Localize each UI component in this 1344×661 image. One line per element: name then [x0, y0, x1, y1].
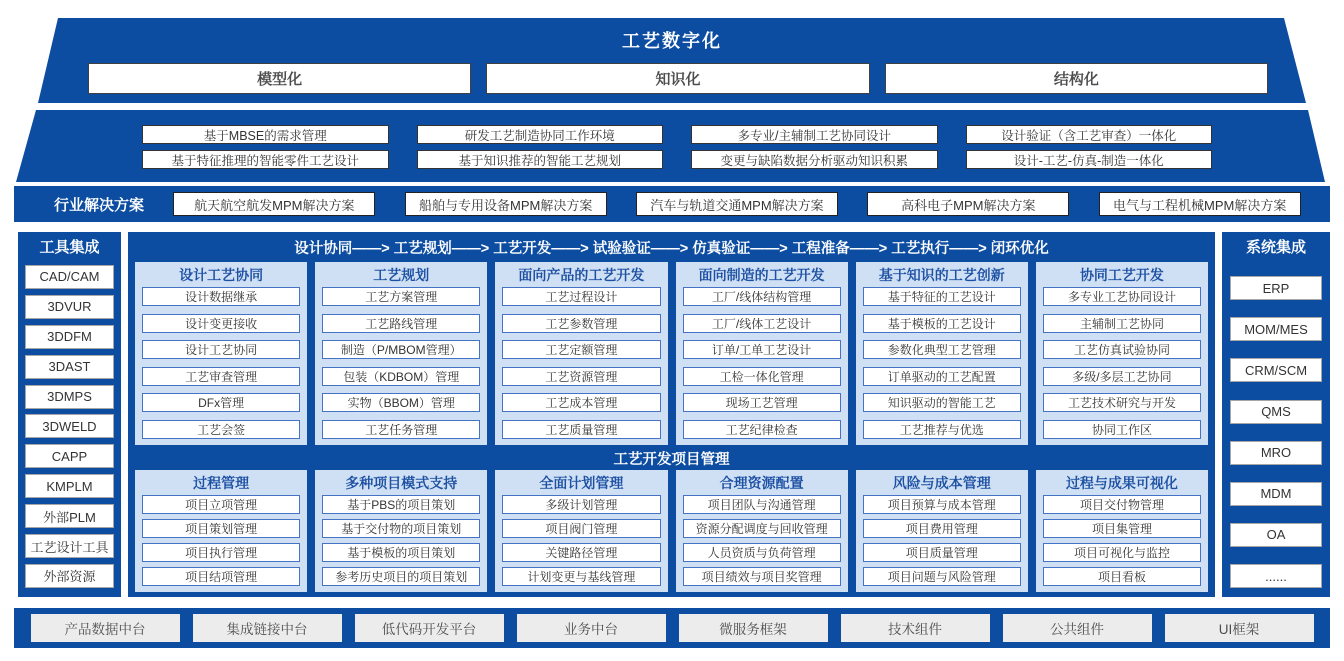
- system-integration-item: QMS: [1230, 400, 1323, 424]
- module-box: 工艺仿真试验协同: [1043, 340, 1201, 359]
- tool-integration-item: 外部资源: [25, 564, 114, 588]
- module-box: 多级/多层工艺协同: [1043, 367, 1201, 386]
- panel-risk-cost-management: [856, 470, 1028, 592]
- module-box: 工艺任务管理: [322, 420, 480, 439]
- platform-box: 微服务框架: [679, 614, 828, 642]
- panel-title: 基于知识的工艺创新: [878, 267, 1005, 283]
- project-management-title: 工艺开发项目管理: [613, 452, 730, 468]
- module-box: 知识驱动的智能工艺: [863, 393, 1021, 412]
- tool-integration-item: 3DAST: [25, 355, 114, 379]
- panel-title: 风险与成本管理: [892, 475, 991, 491]
- panel-resource-allocation: [676, 470, 848, 592]
- panel-items: [322, 287, 480, 439]
- module-box: 项目策划管理: [142, 519, 300, 538]
- system-integration-item: OA: [1230, 523, 1323, 547]
- system-integration-item: MDM: [1230, 482, 1323, 506]
- platform-box: UI框架: [1165, 614, 1314, 642]
- capability-box: 基于特征推理的智能零件工艺设计: [142, 150, 389, 169]
- panel-product-oriented-development: [495, 262, 667, 445]
- module-box: 实物（BBOM）管理: [322, 393, 480, 412]
- module-box: 工厂/线体结构管理: [683, 287, 841, 306]
- tool-integration-item: 3DVUR: [25, 295, 114, 319]
- module-box: 项目结项管理: [142, 567, 300, 586]
- pillar-row: [88, 63, 1268, 94]
- panel-design-process-collaboration: [135, 262, 307, 445]
- module-box: 工艺路线管理: [322, 314, 480, 333]
- module-box: 参考历史项目的项目策划: [322, 567, 480, 586]
- module-box: 设计变更接收: [142, 314, 300, 333]
- system-integration-item: MOM/MES: [1230, 317, 1323, 341]
- lower-panel-row: [135, 470, 1208, 592]
- module-box: 项目看板: [1043, 567, 1201, 586]
- main-panel: [128, 232, 1215, 597]
- tool-integration-item: CAD/CAM: [25, 265, 114, 289]
- module-box: 工艺参数管理: [502, 314, 660, 333]
- module-box: DFx管理: [142, 393, 300, 412]
- module-box: 制造（P/MBOM管理）: [322, 340, 480, 359]
- page-title: 工艺数字化: [622, 31, 722, 51]
- process-flow-text: 设计协同——> 工艺规划——> 工艺开发——> 试验验证——> 仿真验证——> 工程准备——> 工艺执行——> 闭环优化: [294, 241, 1049, 257]
- module-box: 工艺技术研究与开发: [1043, 393, 1201, 412]
- pillar-box: 结构化: [885, 63, 1268, 94]
- module-box: 项目绩效与项目奖管理: [683, 567, 841, 586]
- panel-title: 设计工艺协同: [179, 267, 264, 283]
- panel-items: [142, 495, 300, 586]
- module-box: 项目执行管理: [142, 543, 300, 562]
- system-integration-item: MRO: [1230, 441, 1323, 465]
- module-box: 项目质量管理: [863, 543, 1021, 562]
- platform-bar: [14, 608, 1330, 648]
- platform-box: 集成链接中台: [193, 614, 342, 642]
- tool-integration-item: 3DMPS: [25, 385, 114, 409]
- module-box: 基于交付物的项目策划: [322, 519, 480, 538]
- panel-process-planning: [315, 262, 487, 445]
- industry-solution-box: 电气与工程机械MPM解决方案: [1099, 192, 1301, 216]
- industry-solution-box: 汽车与轨道交通MPM解决方案: [636, 192, 838, 216]
- module-box: 工艺审查管理: [142, 367, 300, 386]
- module-box: 项目问题与风险管理: [863, 567, 1021, 586]
- capability-grid: [142, 125, 1212, 169]
- panel-manufacturing-oriented-development: [676, 262, 848, 445]
- panel-title: 过程管理: [193, 475, 250, 491]
- panel-process-management: [135, 470, 307, 592]
- module-box: 人员资质与负荷管理: [683, 543, 841, 562]
- panel-process-visualization: [1036, 470, 1208, 592]
- system-integration-item: CRM/SCM: [1230, 358, 1323, 382]
- panel-title: 合理资源配置: [719, 475, 804, 491]
- capability-box: 研发工艺制造协同工作环境: [417, 125, 664, 144]
- module-box: 工艺成本管理: [502, 393, 660, 412]
- capability-box: 设计验证（含工艺审查）一体化: [966, 125, 1213, 144]
- module-box: 工厂/线体工艺设计: [683, 314, 841, 333]
- tool-integration-sidebar: [18, 232, 121, 597]
- module-box: 多级计划管理: [502, 495, 660, 514]
- module-box: 项目立项管理: [142, 495, 300, 514]
- upper-panel-row: [135, 262, 1208, 445]
- module-box: 工艺方案管理: [322, 287, 480, 306]
- module-box: 项目团队与沟通管理: [683, 495, 841, 514]
- platform-box: 产品数据中台: [31, 614, 180, 642]
- system-integration-item: ......: [1230, 564, 1323, 588]
- tool-integration-item: 工艺设计工具: [25, 534, 114, 558]
- module-box: 工艺推荐与优选: [863, 420, 1021, 439]
- industry-solutions-band: [14, 186, 1330, 222]
- module-box: 工艺过程设计: [502, 287, 660, 306]
- module-box: 计划变更与基线管理: [502, 567, 660, 586]
- module-box: 项目可视化与监控: [1043, 543, 1201, 562]
- panel-title: 协同工艺开发: [1079, 267, 1164, 283]
- module-box: 工艺定额管理: [502, 340, 660, 359]
- tool-integration-item: 3DWELD: [25, 414, 114, 438]
- panel-items: [322, 495, 480, 586]
- panel-items: [863, 495, 1021, 586]
- tool-integration-item: CAPP: [25, 444, 114, 468]
- panel-title: 多种项目模式支持: [345, 475, 458, 491]
- tool-integration-item: KMPLM: [25, 474, 114, 498]
- module-box: 工艺资源管理: [502, 367, 660, 386]
- panel-items: [1043, 495, 1201, 586]
- panel-knowledge-based-innovation: [856, 262, 1028, 445]
- panel-project-modes: [315, 470, 487, 592]
- platform-box: 技术组件: [841, 614, 990, 642]
- platform-box: 低代码开发平台: [355, 614, 504, 642]
- panel-items: [142, 287, 300, 439]
- pillar-box: 模型化: [88, 63, 471, 94]
- module-box: 项目阀门管理: [502, 519, 660, 538]
- module-box: 工检一体化管理: [683, 367, 841, 386]
- system-integration-title: 系统集成: [1245, 239, 1306, 256]
- module-box: 项目集管理: [1043, 519, 1201, 538]
- module-box: 包装（KDBOM）管理: [322, 367, 480, 386]
- module-box: 基于特征的工艺设计: [863, 287, 1021, 306]
- module-box: 项目交付物管理: [1043, 495, 1201, 514]
- industry-solutions-label: 行业解决方案: [54, 196, 145, 214]
- module-box: 多专业工艺协同设计: [1043, 287, 1201, 306]
- panel-items: [863, 287, 1021, 439]
- pillar-box: 知识化: [486, 63, 869, 94]
- panel-items: [502, 287, 660, 439]
- module-box: 资源分配调度与回收管理: [683, 519, 841, 538]
- module-box: 设计工艺协同: [142, 340, 300, 359]
- module-box: 工艺质量管理: [502, 420, 660, 439]
- module-box: 基于模板的工艺设计: [863, 314, 1021, 333]
- module-box: 订单驱动的工艺配置: [863, 367, 1021, 386]
- panel-items: [1043, 287, 1201, 439]
- panel-title: 面向制造的工艺开发: [698, 267, 825, 283]
- module-box: 项目预算与成本管理: [863, 495, 1021, 514]
- platform-box: 业务中台: [517, 614, 666, 642]
- module-box: 订单/工单工艺设计: [683, 340, 841, 359]
- capability-box: 设计-工艺-仿真-制造一体化: [966, 150, 1213, 169]
- industry-solution-box: 船舶与专用设备MPM解决方案: [405, 192, 607, 216]
- panel-items: [683, 495, 841, 586]
- module-box: 基于模板的项目策划: [322, 543, 480, 562]
- industry-solution-box: 航天航空航发MPM解决方案: [173, 192, 375, 216]
- capability-box: 基于知识推荐的智能工艺规划: [417, 150, 664, 169]
- tool-integration-item: 3DDFM: [25, 325, 114, 349]
- module-box: 参数化典型工艺管理: [863, 340, 1021, 359]
- platform-box: 公共组件: [1003, 614, 1152, 642]
- module-box: 设计数据继承: [142, 287, 300, 306]
- module-box: 工艺纪律检查: [683, 420, 841, 439]
- module-box: 工艺会签: [142, 420, 300, 439]
- tool-integration-title: 工具集成: [39, 239, 100, 256]
- panel-collaborative-development: [1036, 262, 1208, 445]
- panel-title: 过程与成果可视化: [1065, 475, 1178, 491]
- panel-plan-management: [495, 470, 667, 592]
- module-box: 主辅制工艺协同: [1043, 314, 1201, 333]
- industry-solution-box: 高科电子MPM解决方案: [867, 192, 1069, 216]
- tool-integration-item: 外部PLM: [25, 504, 114, 528]
- capability-box: 变更与缺陷数据分析驱动知识积累: [691, 150, 938, 169]
- panel-title: 面向产品的工艺开发: [518, 267, 645, 283]
- panel-items: [502, 495, 660, 586]
- module-box: 协同工作区: [1043, 420, 1201, 439]
- module-box: 关键路径管理: [502, 543, 660, 562]
- module-box: 项目费用管理: [863, 519, 1021, 538]
- module-box: 基于PBS的项目策划: [322, 495, 480, 514]
- industry-solutions-row: [144, 192, 1330, 216]
- system-integration-sidebar: [1222, 232, 1330, 597]
- panel-items: [683, 287, 841, 439]
- panel-title: 工艺规划: [373, 267, 430, 283]
- module-box: 现场工艺管理: [683, 393, 841, 412]
- panel-title: 全面计划管理: [539, 475, 624, 491]
- capability-box: 多专业/主辅制工艺协同设计: [691, 125, 938, 144]
- capability-box: 基于MBSE的需求管理: [142, 125, 389, 144]
- system-integration-item: ERP: [1230, 276, 1323, 300]
